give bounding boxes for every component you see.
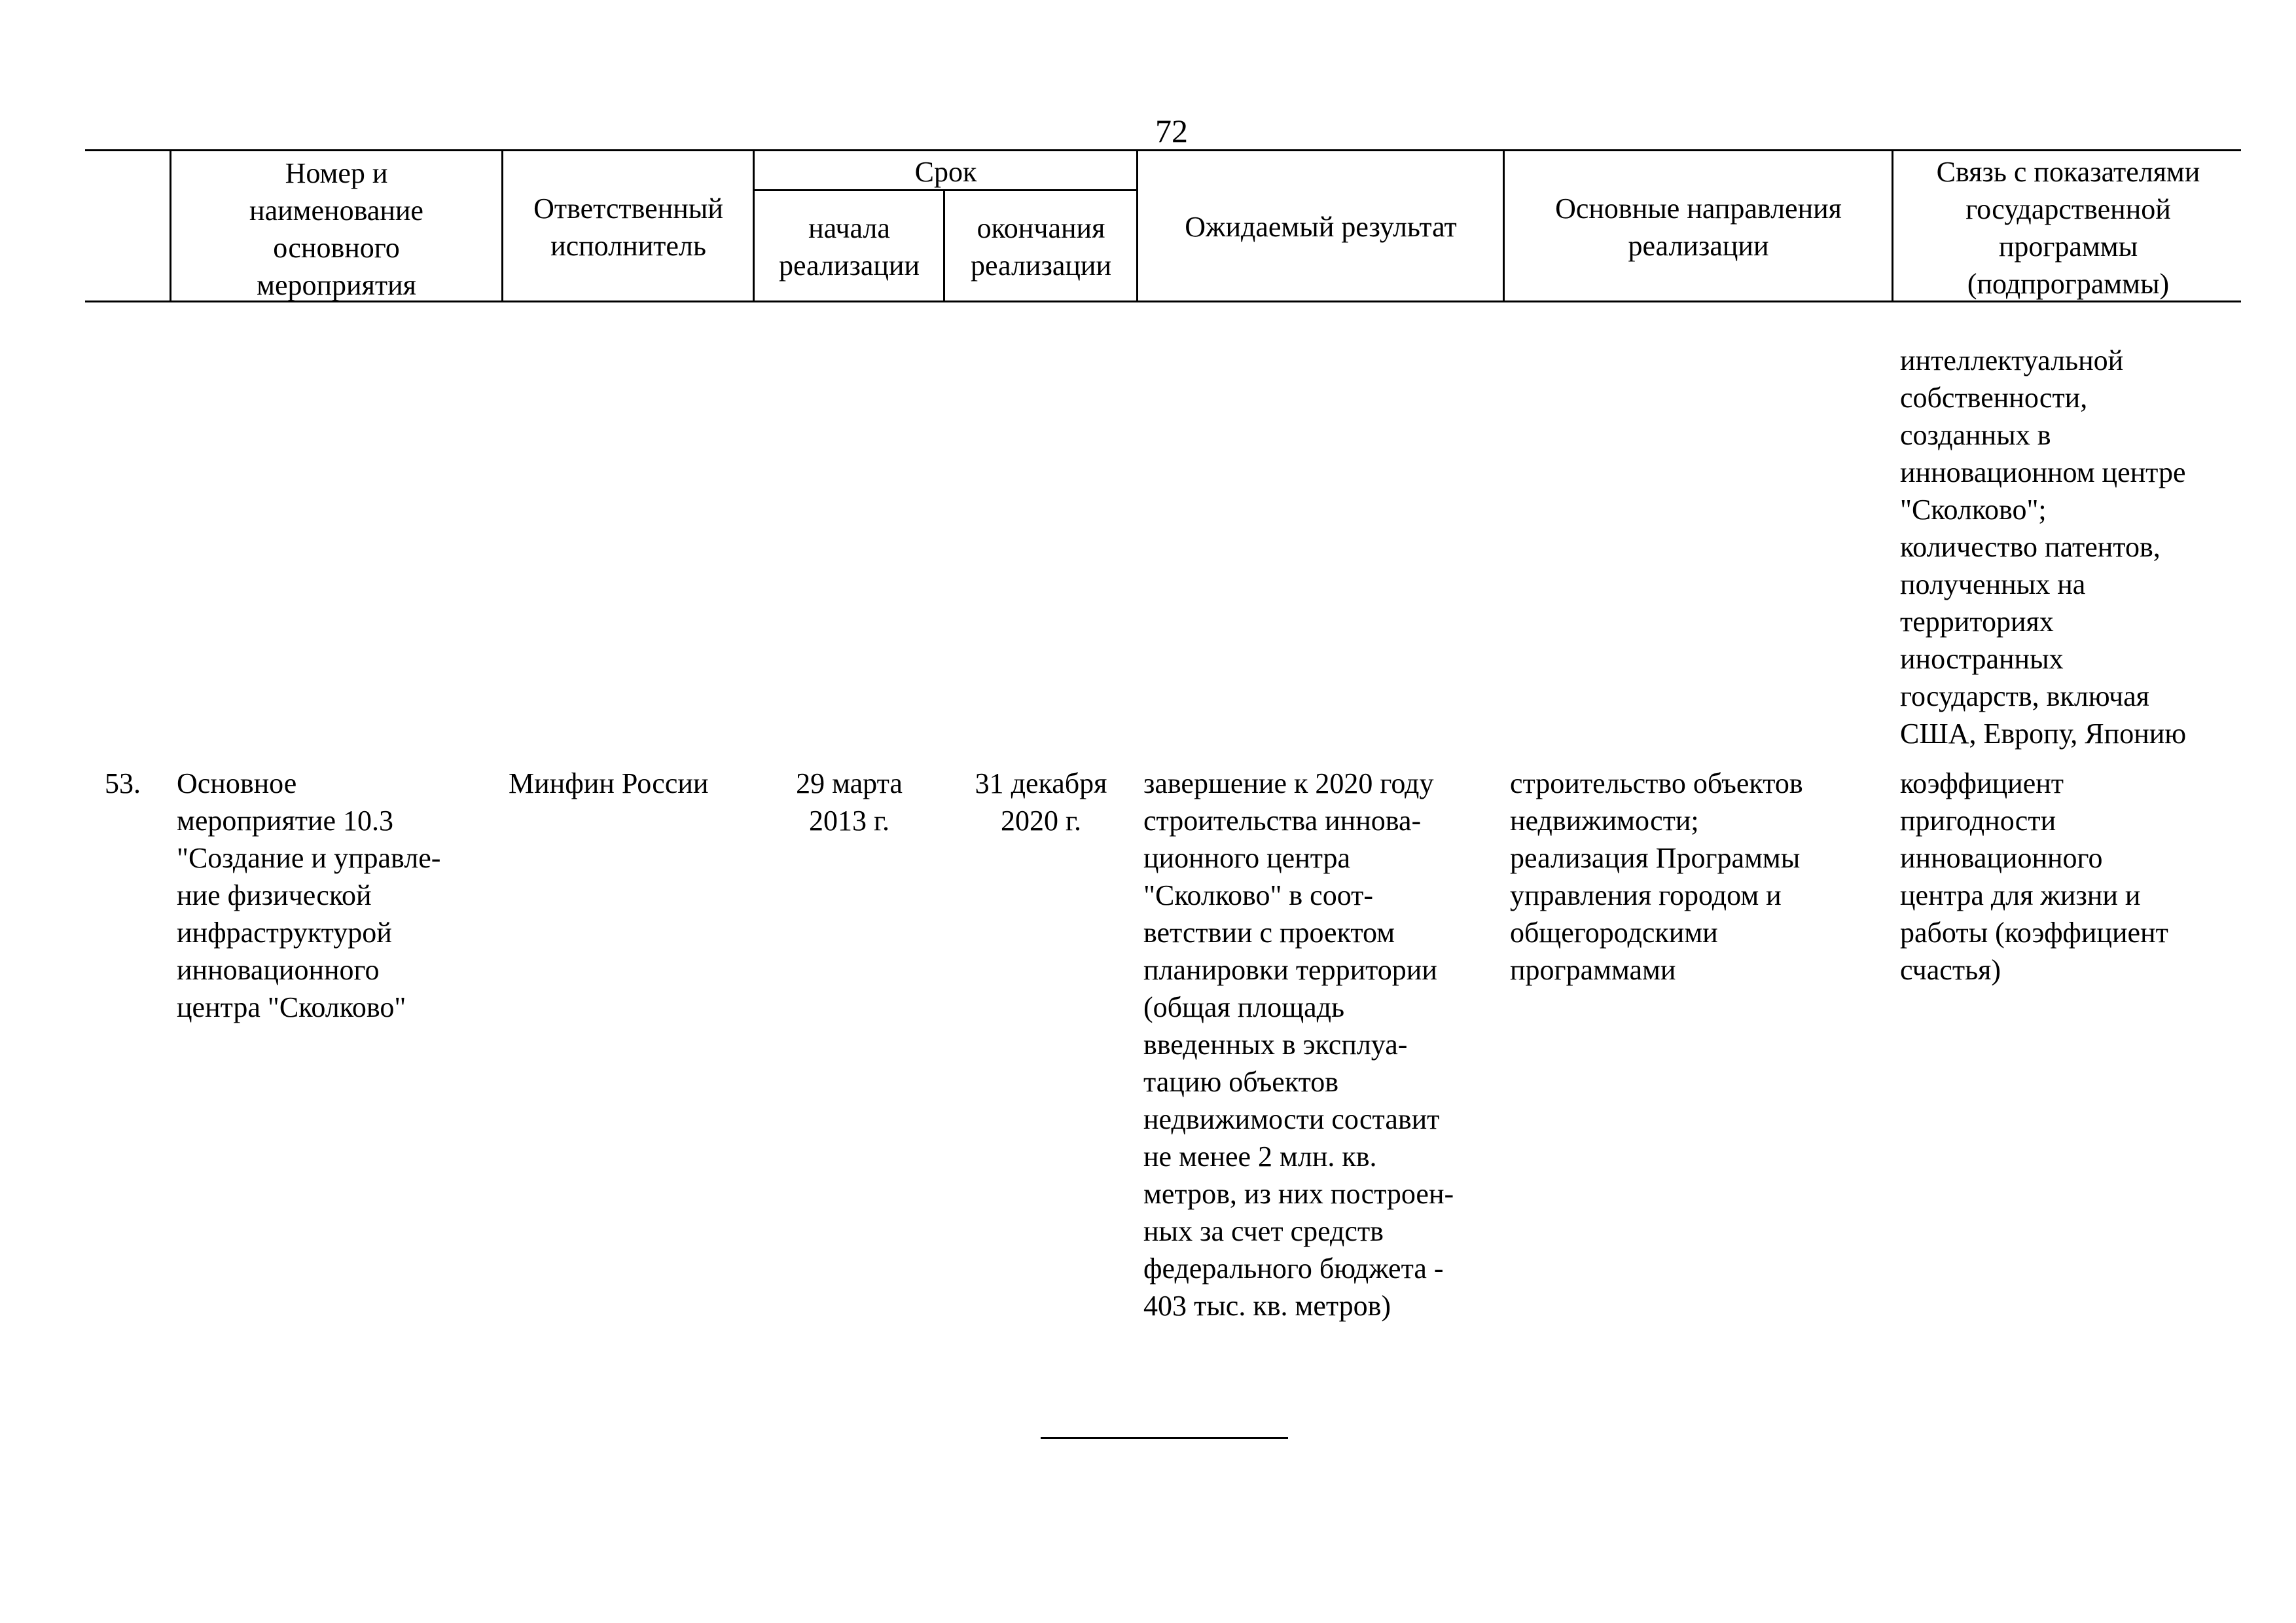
row-responsible: Минфин России: [509, 767, 709, 799]
table-top-rule: [85, 149, 2241, 151]
header-divider-7: [1892, 149, 1893, 302]
header-directions: Основные направления реализации: [1555, 192, 1842, 262]
header-divider-1: [170, 149, 171, 302]
end-of-document-rule: [1041, 1437, 1288, 1439]
header-name: Номер и наименование основного мероприятия: [249, 157, 423, 301]
header-divider-5: [1136, 149, 1138, 302]
row-name: Основное мероприятие 10.3 "Создание и управле- ние физической инфраструктурой инновационного центра "Сколково": [177, 767, 441, 1023]
header-responsible: Ответственный исполнитель: [533, 192, 723, 262]
row-result: завершение к 2020 году строительства иннова- ционного центра "Сколково" в соот- ветствии с проектом планировки территории (общая площадь введенных в эксплуа- тацию объектов недвижимости составит не менее 2 млн. кв. метров, из них построен- ных за счет средств федерального бюджета - 403 тыс. кв. метров): [1143, 767, 1454, 1322]
header-divider-3: [753, 149, 755, 302]
row-directions: строительство объектов недвижимости; реализация Программы управления городом и общегородскими программами: [1510, 767, 1803, 986]
header-term: Срок: [914, 156, 977, 188]
page-number: 72: [1155, 113, 1188, 149]
header-link: Связь с показателями государственной программы (подпрограммы): [1936, 156, 2200, 300]
header-result: Ожидаемый результат: [1185, 211, 1457, 243]
row-link: коэффициент пригодности инновационного центра для жизни и работы (коэффициент счастья): [1900, 767, 2168, 986]
header-end: окончания реализации: [970, 212, 1112, 282]
header-divider-2: [501, 149, 503, 302]
header-start: начала реализации: [778, 212, 920, 282]
row-start: 29 марта 2013 г.: [796, 767, 903, 837]
header-divider-6: [1503, 149, 1505, 302]
row-end: 31 декабря 2020 г.: [975, 767, 1107, 837]
row-number: 53.: [105, 767, 141, 799]
header-divider-4: [943, 189, 945, 302]
continuation-link-cell: интеллектуальной собственности, созданных в инновационном центре "Сколково"; количество патентов, полученных на территориях иностранных государств, включая США, Европу, Японию: [1900, 344, 2187, 750]
